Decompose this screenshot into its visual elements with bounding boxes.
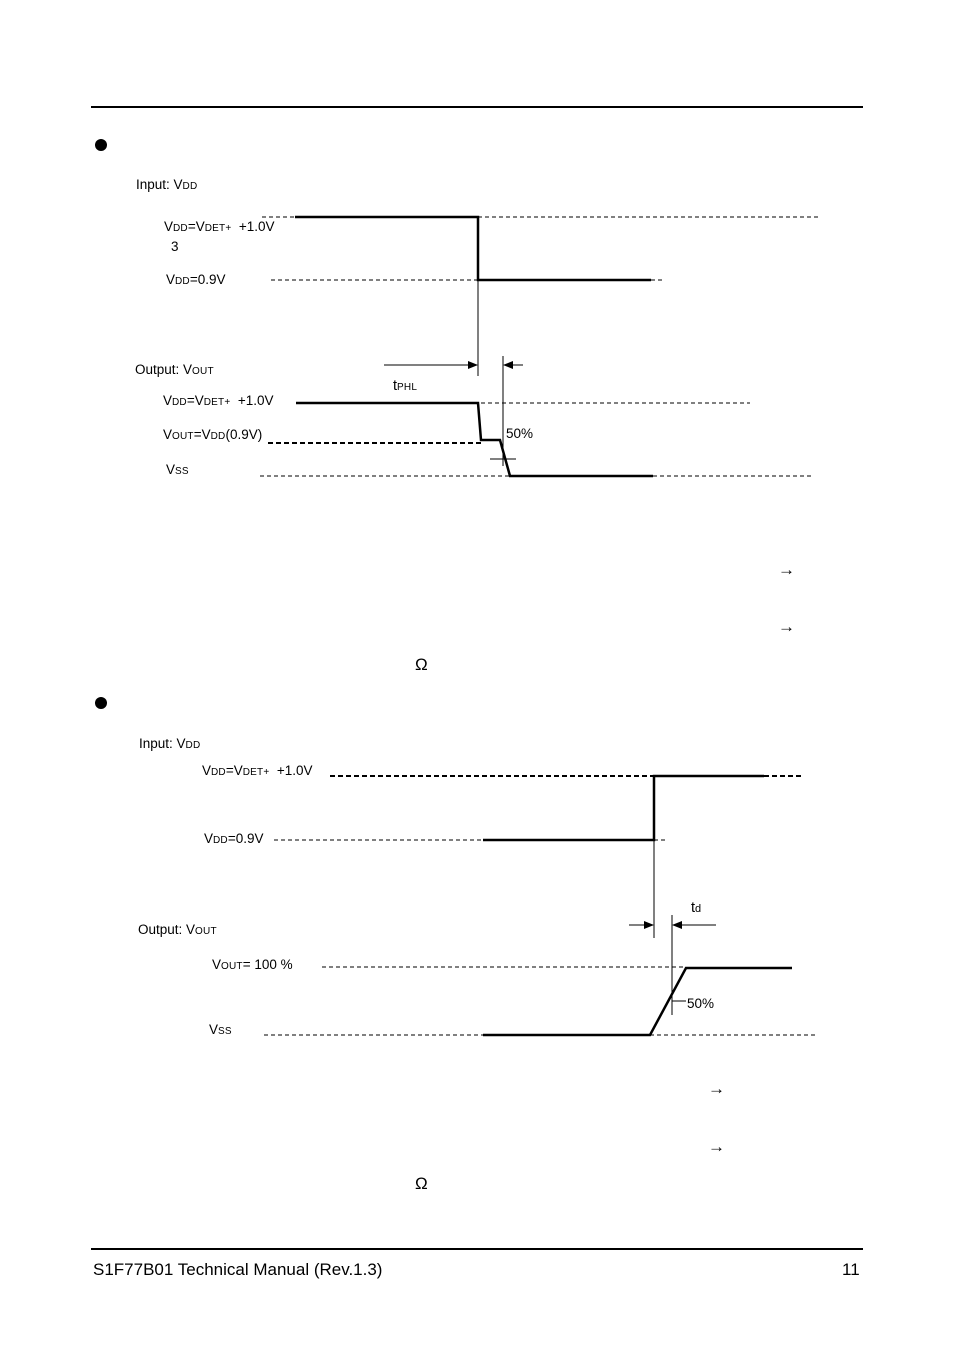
- d2-ohm-symbol: Ω: [415, 1174, 428, 1193]
- page-number: 11: [842, 1260, 860, 1279]
- d1-vdd-low-label: VDD=0.9V: [166, 272, 226, 287]
- d2-arrow-symbol-1: →: [708, 1079, 725, 1098]
- diagram2-input-waveform: [274, 776, 803, 840]
- diagram1-tphl-marker: [384, 280, 523, 466]
- d1-output-label: Output: VOUT: [135, 362, 214, 377]
- d2-arrow-symbol-2: →: [708, 1137, 725, 1156]
- d1-ohm-symbol: Ω: [415, 655, 428, 674]
- diagram1-output-waveform: [260, 403, 812, 476]
- diagram2-td-marker: [629, 840, 716, 1015]
- d2-out-high-label: VOUT= 100 %: [212, 957, 293, 972]
- diagram1-input-waveform: [262, 217, 820, 280]
- d2-50pct-label: 50%: [687, 996, 715, 1011]
- d2-td-label: td: [691, 900, 702, 916]
- d2-vdd-high-label: VDD=VDET+ +1.0V: [202, 763, 313, 778]
- d1-50pct-label: 50%: [506, 426, 534, 441]
- d2-output-label: Output: VOUT: [138, 922, 217, 937]
- d1-out-mid-label: VOUT=VDD(0.9V): [163, 427, 263, 442]
- d2-vss-label: VSS: [209, 1022, 232, 1037]
- d2-input-label: Input: VDD: [139, 736, 201, 751]
- footer-rule: [91, 1248, 863, 1250]
- d1-out-high-label: VDD=VDET+ +1.0V: [163, 393, 274, 408]
- d1-vss-label: VSS: [166, 462, 189, 477]
- d1-arrow-symbol-1: →: [778, 560, 795, 579]
- d1-tphl-label: tPHL: [393, 378, 418, 394]
- d1-input-label: Input: VDD: [136, 177, 198, 192]
- d1-vdd-high-label: VDD=VDET+ +1.0V: [164, 219, 275, 234]
- d1-arrow-symbol-2: →: [778, 617, 795, 636]
- d2-vdd-low-label: VDD=0.9V: [204, 831, 264, 846]
- diagram2-output-waveform: [264, 967, 818, 1035]
- footer-title: S1F77B01 Technical Manual (Rev.1.3): [93, 1260, 383, 1279]
- d1-note-label: 3: [171, 239, 179, 254]
